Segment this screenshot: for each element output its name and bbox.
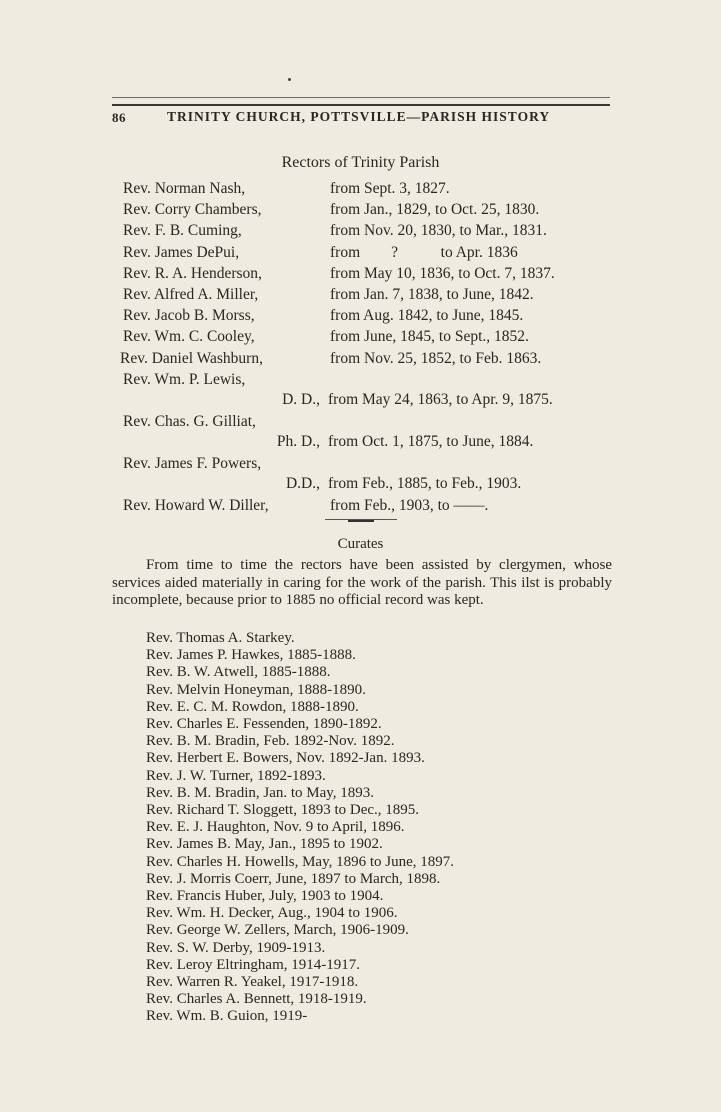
rector-name: Rev. Wm. P. Lewis, (123, 370, 246, 388)
rector-row (0, 201, 721, 221)
curate-item: Rev. E. J. Haughton, Nov. 9 to April, 1896. (146, 819, 405, 836)
rector-name: Rev. Chas. G. Gilliat, (123, 412, 256, 430)
rector-dates: from Jan., 1829, to Oct. 25, 1830. (330, 201, 540, 219)
rector-degree: D.D., (285, 474, 320, 492)
rector-dates: from Feb., 1885, to Feb., 1903. (328, 474, 522, 492)
header-top-rule (112, 97, 610, 98)
rector-row (0, 286, 721, 306)
running-title: TRINITY CHURCH, POTTSVILLE—PARISH HISTORY (167, 109, 551, 124)
rector-dates: from Nov. 20, 1830, to Mar., 1831. (330, 222, 547, 240)
curate-item: Rev. Herbert E. Bowers, Nov. 1892-Jan. 1893. (146, 750, 425, 767)
curate-item: Rev. James P. Hawkes, 1885-1888. (146, 647, 356, 664)
rector-dates: from May 10, 1836, to Oct. 7, 1837. (330, 264, 555, 282)
curate-item: Rev. Francis Huber, July, 1903 to 1904. (146, 888, 384, 905)
rector-name: Rev. James F. Powers, (123, 454, 262, 472)
rector-dates: from Jan. 7, 1838, to June, 1842. (330, 286, 534, 303)
rector-dates: from June, 1845, to Sept., 1852. (330, 328, 529, 346)
rector-name: Rev. James DePui, (123, 243, 240, 261)
curate-item: Rev. George W. Zellers, March, 1906-1909. (146, 922, 409, 939)
rector-dates: from Nov. 25, 1852, to Feb. 1863. (330, 349, 542, 367)
curate-item: Rev. Charles A. Bennett, 1918-1919. (146, 991, 367, 1008)
curate-item: Rev. Richard T. Sloggett, 1893 to Dec., 1895. (146, 802, 420, 819)
rector-dates: from Feb., 1903, to ——. (330, 496, 489, 514)
rector-dates: from Sept. 3, 1827. (330, 180, 450, 197)
rector-row (0, 244, 721, 264)
rector-dates: from Oct. 1, 1875, to June, 1884. (328, 432, 534, 450)
rector-name: Rev. Alfred A. Miller, (123, 286, 259, 303)
running-header (112, 104, 610, 130)
rector-dates: from Aug. 1842, to June, 1845. (330, 307, 524, 325)
curates-intro-text: From time to time the rectors have been assisted by clergymen, whose services aided materially in caring for the work of the parish. This ilst is probably incomplete, because prior to 1885 no official record was kept. (112, 557, 612, 608)
curate-item: Rev. Wm. B. Guion, 1919- (146, 1008, 308, 1025)
rectors-heading: Rectors of Trinity Parish (281, 154, 440, 171)
ink-speck (288, 78, 291, 81)
curate-item: Rev. Thomas A. Starkey. (146, 630, 295, 646)
curate-item: Rev. Wm. H. Decker, Aug., 1904 to 1906. (146, 905, 398, 922)
rector-row (0, 265, 721, 285)
section-divider-center (348, 520, 374, 522)
rector-name: Rev. F. B. Cuming, (123, 222, 242, 240)
rector-row (0, 350, 721, 370)
rector-name: Rev. Wm. C. Cooley, (123, 328, 255, 346)
rector-row (0, 180, 721, 200)
rector-name: Rev. Norman Nash, (123, 180, 246, 197)
rector-name: Rev. Jacob B. Morss, (123, 307, 255, 325)
rector-row (0, 222, 721, 242)
rector-row (0, 497, 721, 517)
page-number: 86 (112, 110, 126, 125)
curate-item: Rev. Charles H. Howells, May, 1896 to June, 1897. (146, 853, 455, 870)
rector-degree: D. D., (282, 390, 320, 408)
rector-row (0, 412, 721, 450)
curate-item: Rev. S. W. Derby, 1909-1913. (146, 939, 326, 956)
curate-item: Rev. J. Morris Coerr, June, 1897 to March, 1898. (146, 870, 441, 887)
curate-item: Rev. Warren R. Yeakel, 1917-1918. (146, 974, 359, 991)
curates-heading: Curates (337, 536, 384, 552)
rector-name: Rev. Howard W. Diller, (123, 496, 269, 514)
curates-list (146, 630, 616, 1026)
curate-item: Rev. Melvin Honeyman, 1888-1890. (146, 681, 366, 698)
curate-item: Rev. B. M. Bradin, Feb. 1892-Nov. 1892. (146, 733, 395, 750)
rector-name: Rev. R. A. Henderson, (123, 264, 262, 282)
rector-name: Rev. Corry Chambers, (123, 201, 262, 219)
rector-dates: from ? to Apr. 1836 (330, 243, 518, 261)
curate-item: Rev. B. M. Bradin, Jan. to May, 1893. (146, 784, 375, 801)
curate-item: Rev. James B. May, Jan., 1895 to 1902. (146, 836, 383, 853)
rector-row (0, 370, 721, 408)
rector-name: Rev. Daniel Washburn, (120, 349, 263, 367)
curate-item: Rev. B. W. Atwell, 1885-1888. (146, 664, 331, 681)
curates-intro (112, 557, 612, 610)
curate-item: Rev. Charles E. Fessenden, 1890-1892. (146, 716, 382, 733)
rector-row (0, 307, 721, 327)
rector-row (0, 454, 721, 492)
curate-item: Rev. E. C. M. Rowdon, 1888-1890. (146, 698, 359, 715)
curate-item: Rev. Leroy Eltringham, 1914-1917. (146, 956, 360, 973)
curate-item: Rev. J. W. Turner, 1892-1893. (146, 767, 326, 784)
rector-degree: Ph. D., (276, 432, 320, 450)
rector-row (0, 328, 721, 348)
rector-dates: from May 24, 1863, to Apr. 9, 1875. (328, 390, 553, 408)
